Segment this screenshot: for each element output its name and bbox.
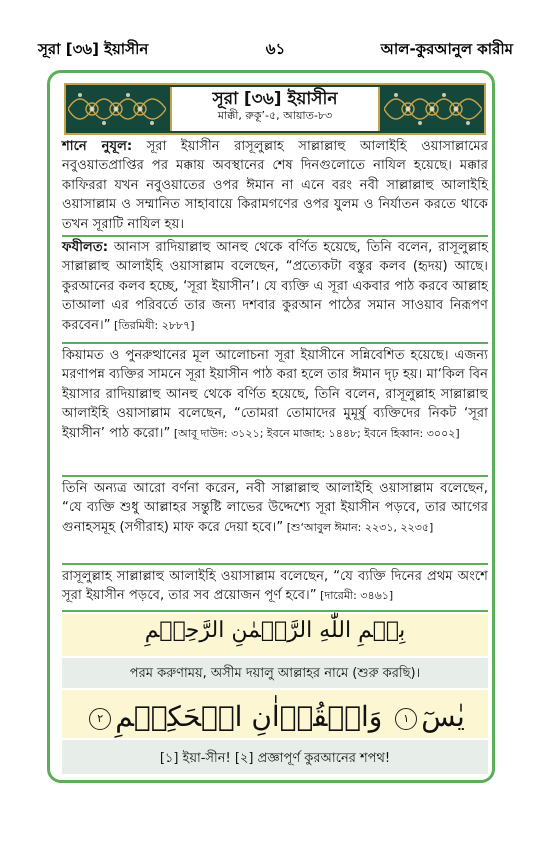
- resurrection-text: কিয়ামত ও পুনরুত্থানের মূল আলোচনা সূরা ইয়াসীনে সন্নিবেশিত হয়েছে। এজন্য মরণাপন্ন ব্যক্তির সামনে সূরা ইয়াসীন পাঠ করা হলে তার ঈমান দৃঢ় হয়। মা‘কিল বিন ইয়াসার রাদিয়াল্লাহু আনহু থেকে বর্ণিত হয়েছে, তিনি বলেন, রাসূলুল্লাহ সাল্লাল্লাহু আলাইহি ওয়াসাল্লাম বলেছেন, “তোমরা তোমাদের মুমূর্ষু ব্যক্তিদের নিকট ‘সূরা ইয়াসীন’ পাঠ করো।”: [62, 348, 488, 441]
- revelation-text: সূরা ইয়াসীন রাসূলুল্লাহ সাল্লাল্লাহু আলাইহি ওয়াসাল্লামের নবুওয়াতপ্রাপ্তির পর মক্কায় অবস্থানের শেষ দিনগুলোতে নাযিল হয়েছে। মক্কার কাফিররা যখন নবুওয়াতের ওপর ঈমান না এনে বরং নবী সাল্লাল্লাহু আলাইহি ওয়াসাল্লাম ও সম্মানিত সাহাবায়ে কিরামগণের ওপর যুলম ও নির্যাতন করতে থাকে তখন সূরাটি নাযিল হয়।: [62, 139, 488, 232]
- virtue-reference: [তিরমিযী: ২৮৮৭]: [110, 318, 195, 332]
- header-book-title: আল-কুরআনুল কারীম: [380, 40, 513, 58]
- divider: [62, 563, 488, 565]
- forgiveness-paragraph: [62, 479, 488, 537]
- surah-banner: [64, 83, 486, 135]
- header-surah-name: সূরা [৩৬] ইয়াসীন: [38, 40, 149, 58]
- ayah-translation-box: [62, 740, 488, 774]
- virtue-label: ফযীলত:: [62, 240, 109, 255]
- divider: [62, 475, 488, 477]
- needs-reference: [দারেমী: ৩৪৬১]: [316, 589, 394, 603]
- revelation-label: শানে নুযূল:: [62, 139, 133, 154]
- revelation-paragraph: [62, 137, 488, 234]
- forgiveness-reference: [শু‘আবুল ঈমান: ২২৩১, ২২৩৫]: [283, 520, 434, 534]
- bismillah-translation: পরম করুণাময়, অসীম দয়ালু আল্লাহর নামে (শুরু করছি)।: [129, 666, 421, 681]
- ayah-1-text: یٰسٓ: [421, 700, 465, 733]
- needs-paragraph: [62, 567, 488, 606]
- surah-info: মাক্কী, রুকূ’-৫, আয়াত-৮৩: [217, 109, 333, 122]
- bismillah-box: [62, 614, 488, 656]
- arabesque-ornament-right: [384, 87, 482, 131]
- page-number: ৬১: [265, 40, 286, 58]
- bismillah-translation-box: [62, 658, 488, 688]
- bismillah-arabic: بِسۡمِ اللّٰهِ الرَّحۡمٰنِ الرَّحِیۡمِ: [144, 618, 406, 643]
- ayah-arabic: [62, 700, 488, 733]
- divider: [62, 342, 488, 344]
- resurrection-paragraph: [62, 346, 488, 443]
- surah-title: সূরা [৩৬] ইয়াসীন: [212, 89, 338, 109]
- ayah-2-text: وَالۡقُرۡاٰنِ الۡحَکِیۡمِ: [115, 700, 383, 733]
- ayah-translation: [১] ইয়া-সীন! [২] প্রজ্ঞাপূর্ণ কুরআনের শপথ!: [159, 751, 391, 766]
- divider: [62, 610, 488, 612]
- running-header: [38, 38, 513, 62]
- forgiveness-text: তিনি অন্যত্র আরো বর্ণনা করেন, নবী সাল্লাল্লাহু আলাইহি ওয়াসাল্লাম বলেছেন, “যে ব্যক্তি শুধু আল্লাহর সন্তুষ্টি লাভের উদ্দেশ্যে সূরা ইয়াসীন পড়বে, তার আগের গুনাহসমূহ (সগীরাহ) মাফ করে দেয়া হবে।”: [62, 481, 488, 535]
- banner-title-panel: [170, 87, 380, 131]
- ayah-number-marker: ١: [395, 708, 417, 730]
- virtue-text: আনাস রাদিয়াল্লাহু আনহু থেকে বর্ণিত হয়েছে, তিনি বলেন, রাসূলুল্লাহ সাল্লাল্লাহু আলাইহি ওয়াসাল্লাম বলেছেন, “প্রত্যেকটা বস্তুর কলব (হৃদয়) আছে। কুরআনের কলব হচ্ছে, ‘সূরা ইয়াসীন’। যে ব্যক্তি এ সূরা একবার পাঠ করবে আল্লাহ তাআলা এর পরিবর্তে তার জন্য দশবার কুরআন পাঠের সমান সাওয়াব নিরূপণ করবেন।”: [62, 240, 488, 333]
- arabesque-ornament-left: [68, 87, 166, 131]
- divider: [62, 235, 488, 237]
- ayah-number-marker: ٢: [89, 708, 111, 730]
- virtue-paragraph: [62, 238, 488, 335]
- resurrection-reference: [আবূ দাউদ: ৩১২১; ইবনে মাজাহ: ১৪৪৮; ইবনে হিব্বান: ৩০০২]: [170, 426, 460, 440]
- needs-text: রাসূলুল্লাহ সাল্লাল্লাহু আলাইহি ওয়াসাল্লাম বলেছেন, “যে ব্যক্তি দিনের প্রথম অংশে সূরা ইয়াসীন পড়বে, তার সব প্রয়োজন পূর্ণ হবে।”: [62, 569, 488, 604]
- ayah-box: [62, 690, 488, 738]
